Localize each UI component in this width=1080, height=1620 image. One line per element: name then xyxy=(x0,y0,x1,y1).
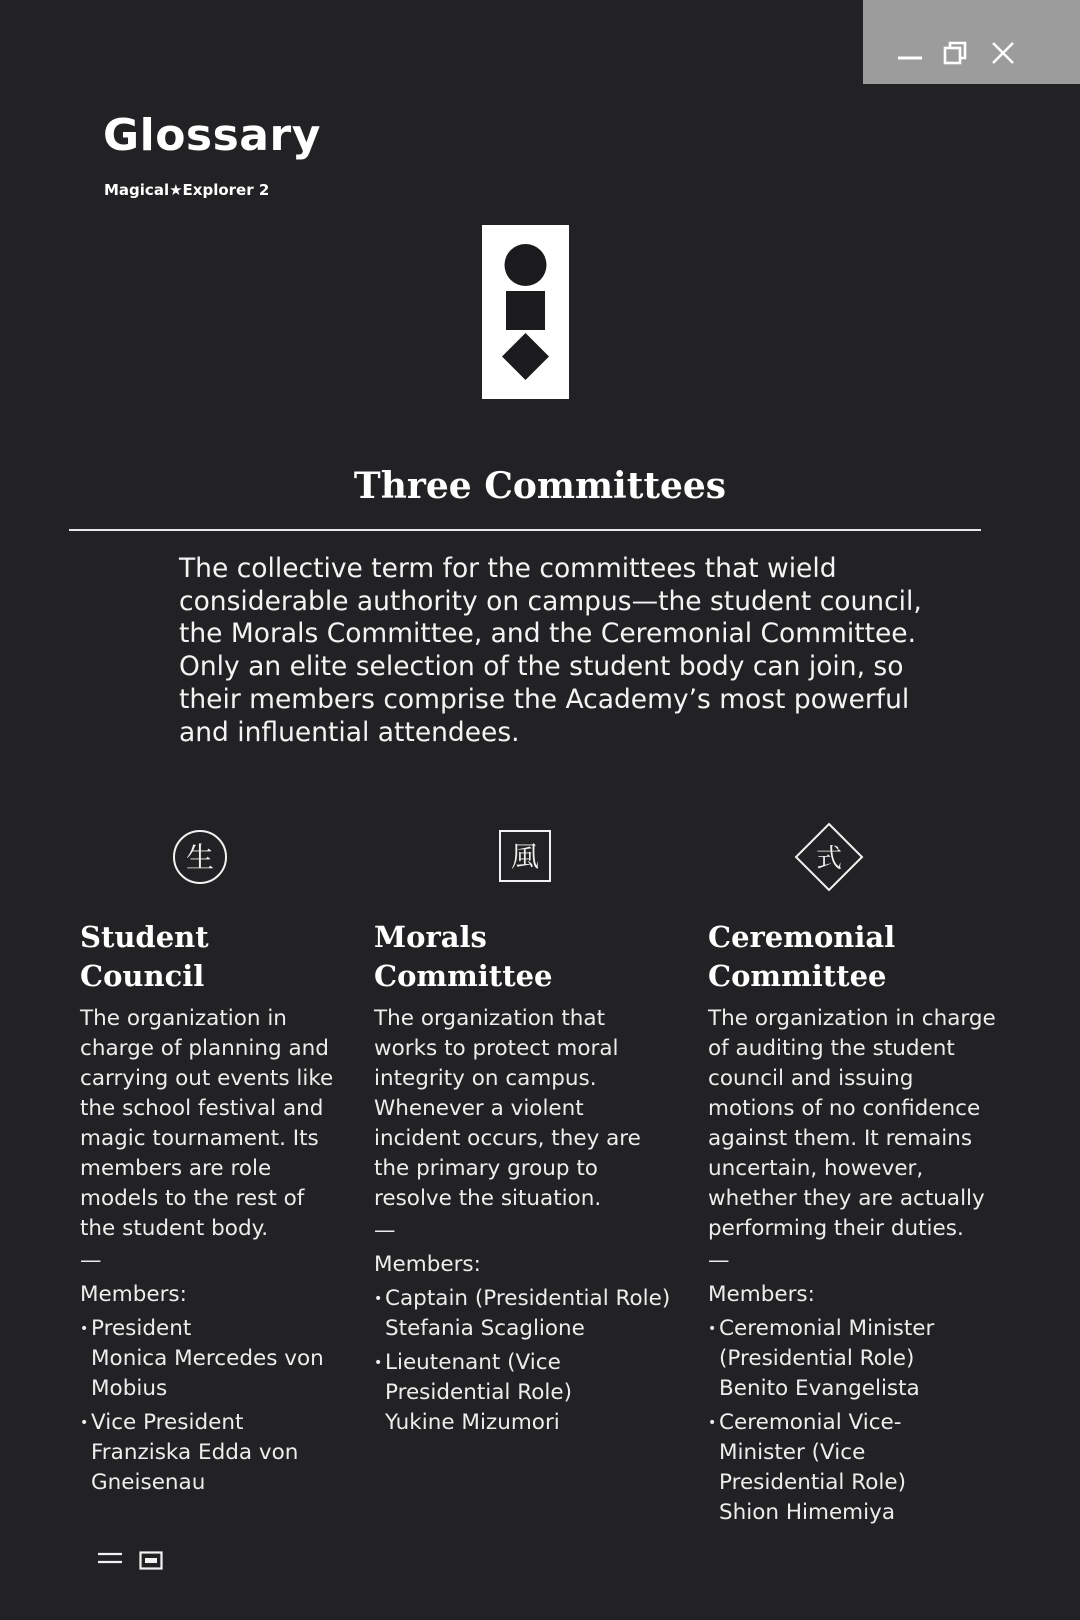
member-item xyxy=(708,1408,998,1528)
three-committees-emblem xyxy=(482,225,569,399)
bullet: • xyxy=(708,1321,717,1337)
members-label: Members: xyxy=(708,1282,815,1307)
svg-text:風: 風 xyxy=(510,840,540,873)
member-name: Monica Mercedes von Mobius xyxy=(91,1346,324,1401)
member-name: Franziska Edda von Gneisenau xyxy=(91,1440,299,1495)
member-item xyxy=(374,1348,674,1438)
restore-icon[interactable] xyxy=(941,38,971,68)
student-council-description: The organization in charge of planning and carrying out events like the school festival and magic tournament. Its members are role models to the rest of the student body. xyxy=(80,1006,334,1241)
bullet: • xyxy=(374,1355,383,1371)
member-name: Shion Himemiya xyxy=(719,1500,895,1525)
member-item xyxy=(708,1314,998,1404)
divider-dash: — xyxy=(374,1218,396,1243)
svg-text:生: 生 xyxy=(185,841,215,874)
morals-committee-column xyxy=(374,820,674,1435)
minimize-icon[interactable] xyxy=(895,38,925,68)
member-item xyxy=(80,1314,342,1404)
divider-dash: — xyxy=(80,1248,102,1273)
morals-committee-title: Morals Committee xyxy=(374,920,553,993)
member-name: Yukine Mizumori xyxy=(385,1410,560,1435)
member-role: Ceremonial Vice-Minister (Vice Presidential Role) xyxy=(719,1410,906,1495)
close-icon[interactable] xyxy=(988,38,1018,68)
member-item xyxy=(374,1284,674,1344)
morals-committee-description: The organization that works to protect moral integrity on campus. Whenever a violent incident occurs, they are the primary group to resolve the situation. xyxy=(374,1006,641,1211)
member-role: Vice President xyxy=(91,1410,244,1435)
bullet: • xyxy=(80,1321,89,1337)
entry-description: The collective term for the committees that wield considerable authority on campus—the student council, the Morals Committee, and the Ceremonial Committee. Only an elite selection of the student body can join, so their members comprise the Academy’s most powerful and influential attendees. xyxy=(179,553,922,748)
ceremonial-committee-icon xyxy=(708,820,998,892)
member-name: Benito Evangelista xyxy=(719,1376,920,1401)
members-label: Members: xyxy=(80,1282,187,1307)
student-council-column xyxy=(80,820,342,1495)
svg-text:式: 式 xyxy=(815,844,843,874)
student-council-icon xyxy=(80,820,342,892)
ceremonial-committee-description: The organization in charge of auditing the student council and issuing motions of no confidence against them. It remains uncertain, however, whether they are actually performing their duties. xyxy=(708,1006,996,1241)
member-item xyxy=(80,1408,342,1498)
menu-icon[interactable] xyxy=(97,1551,123,1571)
ceremonial-committee-title: Ceremonial Committee xyxy=(708,920,896,993)
window-controls xyxy=(863,0,1080,84)
page-subtitle: Magical★Explorer 2 xyxy=(104,181,270,199)
divider-dash: — xyxy=(708,1248,730,1273)
member-role: Lieutenant (Vice Presidential Role) xyxy=(385,1350,572,1405)
square-shape xyxy=(506,291,545,330)
members-label: Members: xyxy=(374,1252,481,1277)
member-role: Captain (Presidential Role) xyxy=(385,1286,671,1311)
student-council-title: Student Council xyxy=(80,920,209,993)
ceremonial-committee-column xyxy=(708,820,998,1525)
morals-committee-icon xyxy=(374,820,674,892)
page-title: Glossary xyxy=(103,110,321,161)
bullet: • xyxy=(80,1415,89,1431)
diamond-shape xyxy=(502,333,549,380)
member-role: President xyxy=(91,1316,192,1341)
bullet: • xyxy=(374,1291,383,1307)
entry-heading: Three Committees xyxy=(353,465,727,507)
heading-divider xyxy=(69,529,981,531)
circle-shape xyxy=(505,244,547,286)
bullet: • xyxy=(708,1415,717,1431)
member-role: Ceremonial Minister (Presidential Role) xyxy=(719,1316,935,1371)
window-icon[interactable] xyxy=(139,1551,163,1575)
member-name: Stefania Scaglione xyxy=(385,1316,585,1341)
